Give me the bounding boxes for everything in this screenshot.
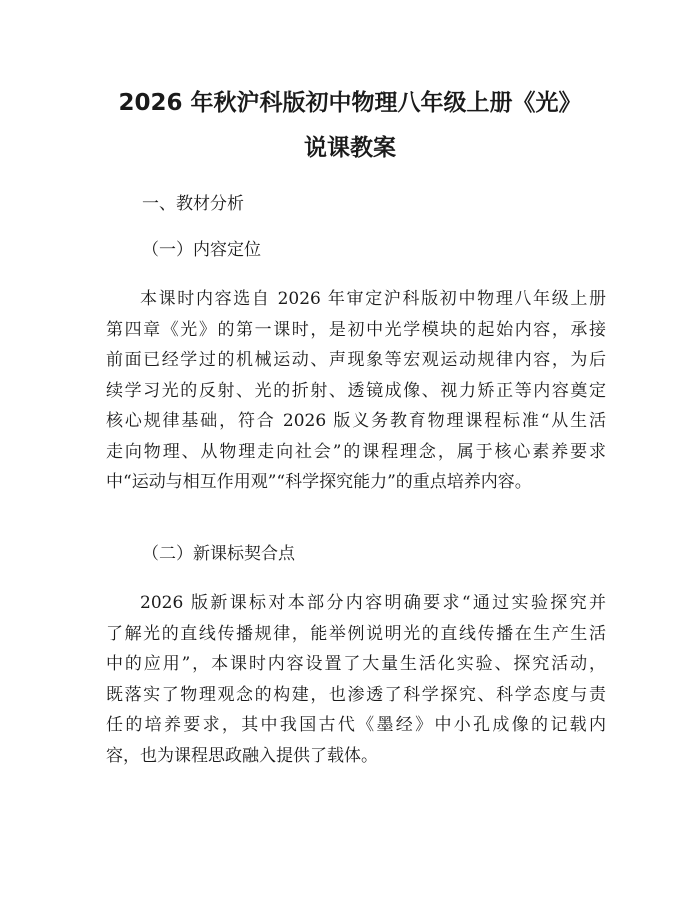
paragraph-line: 核心规律基础，符合 2026 版义务教育物理课程标准“从生活 bbox=[106, 411, 606, 431]
paragraph-line: 容，也为课程思政融入提供了载体。 bbox=[106, 745, 378, 766]
paragraph-curriculum-alignment bbox=[106, 588, 606, 771]
subsection-heading-curriculum-alignment: （二）新课标契合点 bbox=[142, 544, 295, 564]
paragraph-line: 走向物理、从物理走向社会”的课程理念，属于核心素养要求 bbox=[106, 441, 606, 462]
paragraph-line: 了解光的直线传播规律，能举例说明光的直线传播在生产生活 bbox=[106, 623, 606, 644]
paragraph-line: 任的培养要求，其中我国古代《墨经》中小孔成像的记载内 bbox=[106, 715, 606, 735]
paragraph-line: 续学习光的反射、光的折射、透镜成像、视力矫正等内容奠定 bbox=[106, 380, 606, 401]
paragraph-line: 本课时内容选自 2026 年审定沪科版初中物理八年级上册 bbox=[140, 289, 606, 309]
subsection-heading-content-positioning: （一）内容定位 bbox=[142, 240, 261, 260]
paragraph-content-positioning bbox=[106, 284, 606, 498]
paragraph-line: 第四章《光》的第一课时，是初中光学模块的起始内容，承接 bbox=[106, 319, 606, 340]
paragraph-line: 中“运动与相互作用观”“科学探究能力”的重点培养内容。 bbox=[106, 472, 532, 492]
section-heading-textbook-analysis: 一、教材分析 bbox=[142, 194, 244, 214]
document-title-line-2: 说课教案 bbox=[304, 135, 396, 161]
document-title-line-1: 2026 年秋沪科版初中物理八年级上册《光》 bbox=[118, 90, 582, 116]
paragraph-line: 2026 版新课标对本部分内容明确要求“通过实验探究并 bbox=[140, 593, 606, 613]
paragraph-line: 既落实了物理观念的构建，也渗透了科学探究、科学态度与责 bbox=[106, 684, 606, 705]
paragraph-line: 前面已经学过的机械运动、声现象等宏观运动规律内容，为后 bbox=[106, 350, 606, 370]
paragraph-line: 中的应用”，本课时内容设置了大量生活化实验、探究活动， bbox=[106, 654, 606, 674]
